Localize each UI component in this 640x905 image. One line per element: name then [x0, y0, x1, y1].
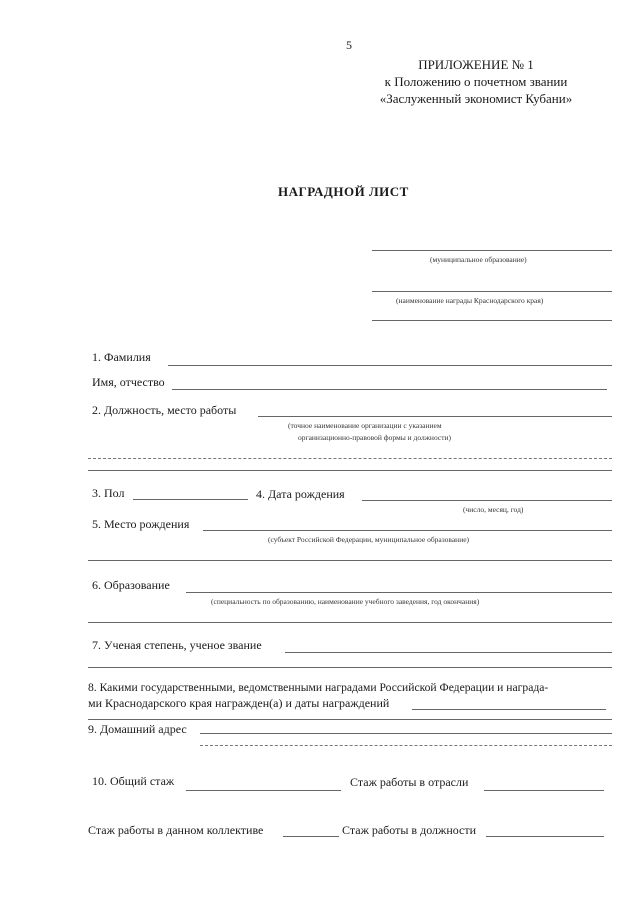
birthplace-hint: (субъект Российской Федерации, муниципальное образование) — [268, 535, 470, 544]
degree-line-2[interactable] — [88, 667, 612, 668]
birthplace-line[interactable] — [203, 530, 612, 531]
document-title: НАГРАДНОЙ ЛИСТ — [278, 184, 409, 199]
sex-label: 3. Пол — [92, 486, 125, 500]
name-label: Имя, отчество — [92, 375, 165, 389]
birthplace-line-2[interactable] — [88, 560, 612, 561]
education-line-2[interactable] — [88, 622, 612, 623]
surname-label: 1. Фамилия — [92, 350, 151, 364]
education-line[interactable] — [186, 592, 612, 593]
awards-line-2[interactable] — [88, 719, 612, 720]
collective-experience-line[interactable] — [283, 836, 339, 837]
birthdate-hint: (число, месяц, год) — [463, 505, 524, 514]
industry-experience-line[interactable] — [484, 790, 604, 791]
award-name-hint: (наименование награды Краснодарского края) — [396, 296, 544, 305]
sex-line[interactable] — [133, 499, 248, 500]
appendix-block — [363, 56, 589, 107]
position-line-3[interactable] — [88, 470, 612, 471]
industry-experience-label: Стаж работы в отрасли — [350, 775, 469, 789]
page-number: 5 — [346, 38, 352, 52]
appendix-line-3: «Заслуженный экономист Кубани» — [379, 91, 573, 106]
award-name-line[interactable] — [372, 291, 612, 292]
address-label: 9. Домашний адрес — [88, 722, 187, 736]
total-experience-label: 10. Общий стаж — [92, 774, 175, 788]
education-hint: (специальность по образованию, наименование учебного заведения, год окончания) — [211, 597, 480, 606]
municipality-line[interactable] — [372, 250, 612, 251]
surname-line[interactable] — [168, 365, 612, 366]
birthdate-label: 4. Дата рождения — [256, 487, 345, 501]
position-hint-2: организационно-правовой формы и должности) — [298, 433, 451, 442]
position-experience-label: Стаж работы в должности — [342, 823, 477, 837]
total-experience-line[interactable] — [186, 790, 341, 791]
appendix-title: ПРИЛОЖЕНИЕ № 1 — [418, 57, 534, 72]
awards-line[interactable] — [412, 709, 606, 710]
appendix-line-2: к Положению о почетном звании — [384, 74, 568, 89]
collective-experience-label: Стаж работы в данном коллективе — [88, 823, 264, 837]
awards-label-1: 8. Какими государственными, ведомственными наградами Российской Федерации и награда- — [88, 681, 549, 694]
position-line-2[interactable] — [88, 458, 612, 459]
address-line-2[interactable] — [200, 745, 612, 746]
award-name-line-2[interactable] — [372, 320, 612, 321]
degree-line[interactable] — [285, 652, 612, 653]
awards-label-2: ми Краснодарского края награжден(а) и даты награждений — [88, 696, 390, 710]
birthdate-line[interactable] — [362, 500, 612, 501]
municipality-hint: (муниципальное образование) — [430, 255, 527, 264]
education-label: 6. Образование — [92, 578, 170, 592]
position-experience-line[interactable] — [486, 836, 604, 837]
position-hint-1: (точное наименование организации с указанием — [288, 421, 442, 430]
birthplace-label: 5. Место рождения — [92, 517, 190, 531]
address-line[interactable] — [200, 733, 612, 734]
position-label: 2. Должность, место работы — [92, 403, 237, 417]
position-line[interactable] — [258, 416, 612, 417]
name-line[interactable] — [172, 389, 607, 390]
degree-label: 7. Ученая степень, ученое звание — [92, 638, 262, 652]
